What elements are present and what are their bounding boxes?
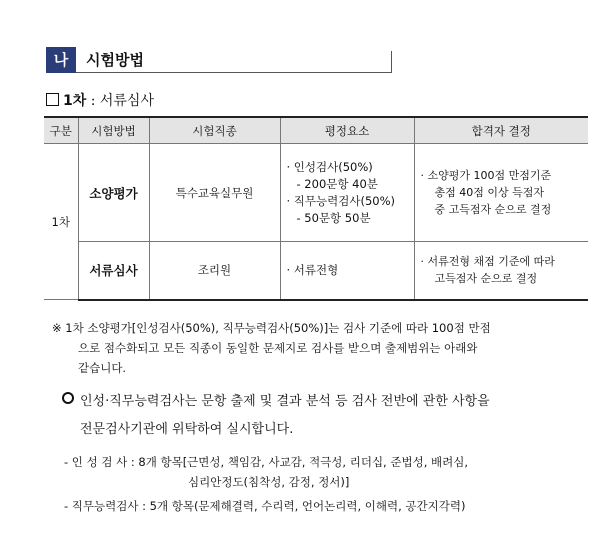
method-cell: 소양평가 [78,144,149,242]
note-line: ※ 1차 소양평가[인성검사(50%), 직무능력검사(50%)]는 검사 기준에 따라 100점 만점 [52,321,491,335]
criteria-line: · 서류전형 [286,262,339,277]
criteria-line: - 50문항 50분 [296,210,371,225]
section-badge: 나 [46,47,76,73]
criteria-line: - 200문항 40분 [296,176,378,191]
item-line: - 직무능력검사 : 5개 항목(문제해결력, 수리력, 언어논리력, 이해력, 공간지각력) [64,499,466,513]
item-line: - 인 성 검 사 : 8개 항목[근면성, 책임감, 사교감, 적극성, 리더십, 준법성, 배려심, [64,455,468,469]
note-paragraph [52,318,592,378]
criteria-cell [280,242,414,300]
criteria-line: · 인성검사(50%) [286,159,373,174]
job-ability-test-item [64,496,592,516]
bullet-line: 전문검사기관에 위탁하여 실시합니다. [80,422,294,437]
note-line: 으로 점수화되고 모든 직종이 동일한 문제지로 검사를 받으며 출제범위는 아래와 [78,341,478,355]
exam-method-table [44,116,588,301]
table-header-row [44,117,588,144]
checkbox-square-icon [46,93,59,106]
circle-bullet-icon [62,392,74,404]
pass-cell [414,144,588,242]
section-title: 시험방법 [86,51,144,69]
table-row [44,144,588,242]
header-pass: 합격자 결정 [414,117,588,144]
criteria-cell [280,144,414,242]
subsection-title-bold: 1차 [63,93,87,109]
criteria-line: · 직무능력검사(50%) [286,193,395,208]
subsection-heading [46,90,154,110]
table-row [44,242,588,300]
pass-cell [414,242,588,300]
header-category: 구분 [44,117,78,144]
header-job: 시험직종 [149,117,280,144]
item-line: 심리안정도(침착성, 감정, 정서)] [188,475,350,489]
note-line: 같습니다. [78,361,127,375]
section-tick [391,51,392,73]
header-method: 시험방법 [78,117,149,144]
pass-line: · 서류전형 채점 기준에 따라 [420,255,555,269]
job-cell: 조리원 [149,242,280,300]
section-header [46,47,392,73]
bullet-line: 인성·직무능력검사는 문항 출제 및 결과 분석 등 검사 전반에 관한 사항을 [80,394,490,409]
subsection-title-rest: : 서류심사 [86,93,154,109]
section-underline [76,72,392,73]
job-cell: 특수교육실무원 [149,144,280,242]
personality-test-item [64,452,592,492]
pass-line: 총점 40점 이상 득점자 [434,186,544,199]
pass-line: · 소양평가 100점 만점기준 [420,169,552,182]
method-cell: 서류심사 [78,242,149,300]
bullet-paragraph [62,388,592,444]
stage-cell: 1차 [44,144,78,300]
header-criteria: 평정요소 [280,117,414,144]
pass-line: 고득점자 순으로 결정 [434,272,538,286]
pass-line: 중 고득점자 순으로 결정 [434,203,552,216]
